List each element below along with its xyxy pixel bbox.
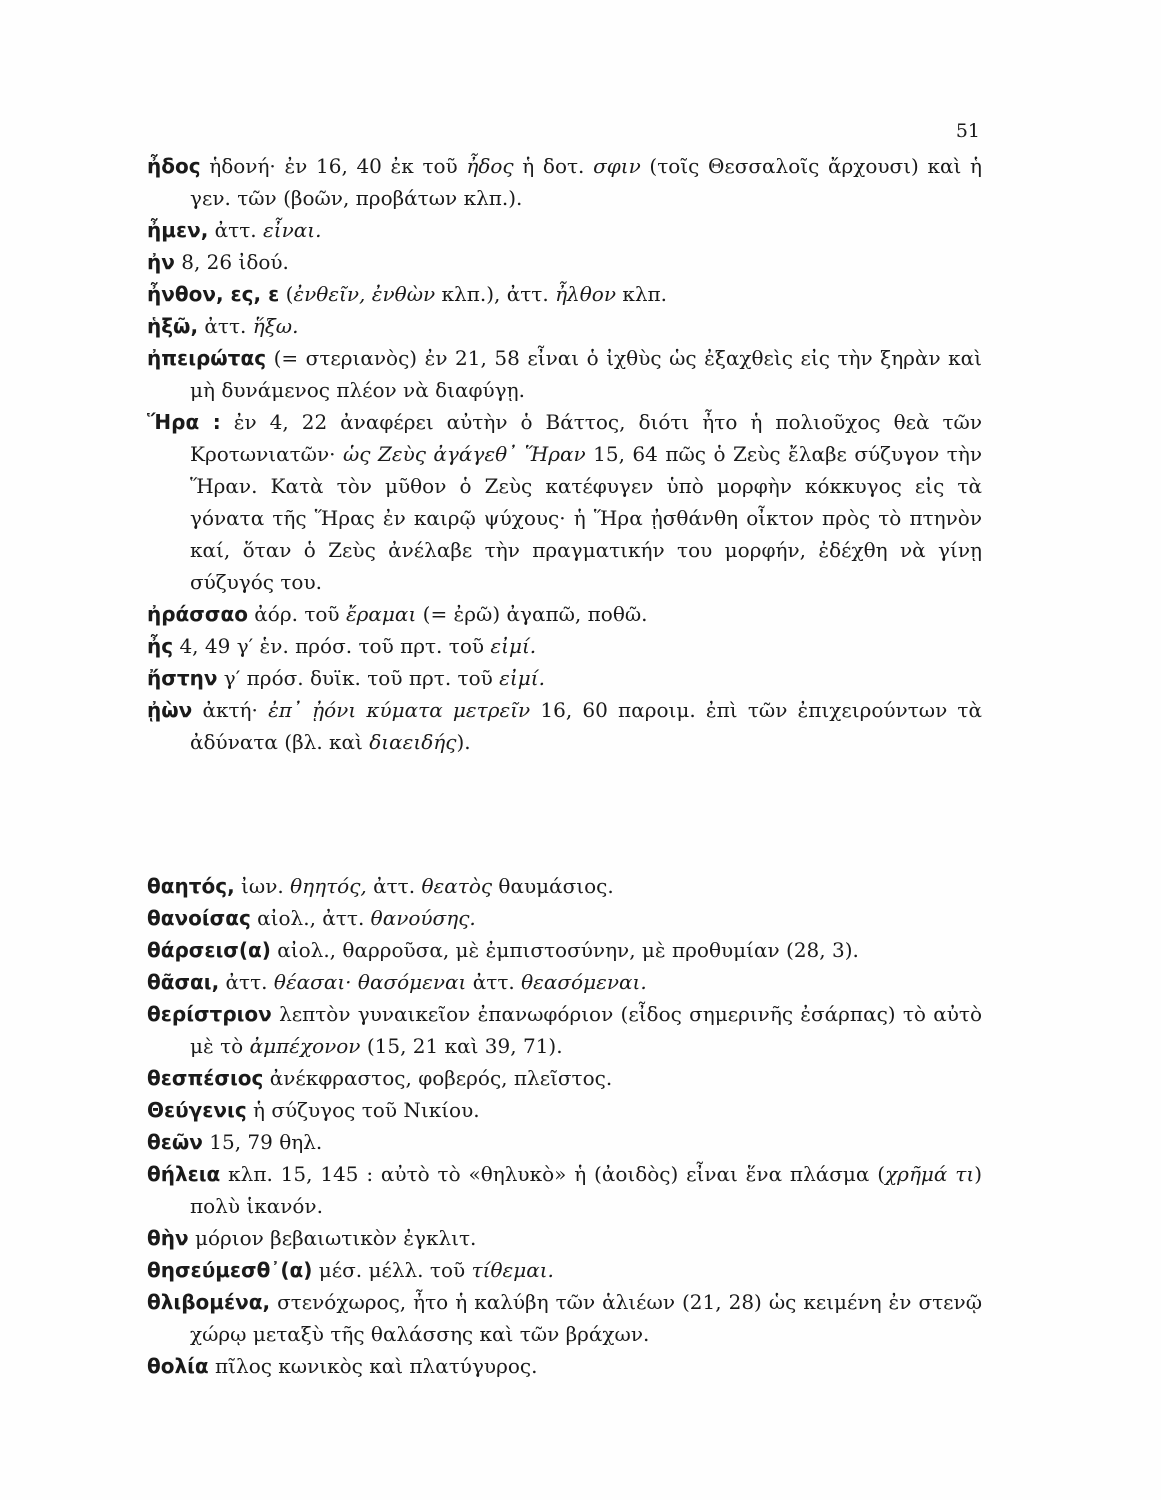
section-theta <box>147 870 982 1382</box>
entry-italic: διαειδής <box>369 730 457 754</box>
entry-italic: ἦδος <box>466 154 514 178</box>
entry-definition: ἀττ. <box>466 970 522 994</box>
entry-definition: 15, 79 θηλ. <box>202 1130 323 1154</box>
entry-headword: θᾶσαι, <box>147 970 220 994</box>
entry-italic: χρῆμά τι <box>885 1162 975 1186</box>
dictionary-entry <box>147 598 982 630</box>
dictionary-entry <box>147 1158 982 1222</box>
entry-italic: εἰμί. <box>490 634 537 658</box>
entry-definition: ἡ δοτ. <box>513 154 594 178</box>
entry-definition: κλπ. <box>615 282 668 306</box>
entry-headword: θανοίσας <box>147 906 251 930</box>
entry-italic: ἥξω. <box>252 314 299 338</box>
entry-definition: 15, 64 πῶς ὁ Ζεὺς ἔλαβε σύζυγον τὴν Ἥραν. Κατὰ τὸν μῦθον ὁ Ζεὺς κατέφυγεν ὑπὸ μορφὴν κόκκυγος εἰς τὰ γόνατα τῆς Ἥρας ἐν καιρῷ ψύχους· ἡ Ἥρα ᾐσθάνθη οἶκτον πρὸς τὸ πτηνὸν καί, ὅταν ὁ Ζεὺς ἀνέλαβε τὴν πραγματικήν του μορφήν, ἐδέχθη νὰ γίνῃ σύζυγός του. <box>190 442 982 594</box>
entry-italic: σφιν <box>593 154 641 178</box>
entry-definition: στενόχωρος, ἦτο ἡ καλύβη τῶν ἁλιέων (21, 28) ὡς κειμένη ἐν στενῷ χώρῳ μεταξὺ τῆς θαλάσσης καὶ τῶν βράχων. <box>190 1290 982 1346</box>
entry-definition: (= στεριανὸς) ἐν 21, 58 εἶναι ὁ ἰχθὺς ὡς ἐξαχθεὶς εἰς τὴν ξηρὰν καὶ μὴ δυνάμενος πλέον νὰ διαφύγῃ. <box>190 346 982 402</box>
entry-definition: ἀττ. <box>366 874 422 898</box>
entry-definition: πῖλος κωνικὸς καὶ πλατύγυρος. <box>208 1354 538 1378</box>
entry-italic: ἦλθον <box>555 282 616 306</box>
entry-headword: ἠράσσαο <box>147 602 248 626</box>
entry-definition: ἀόρ. τοῦ <box>247 602 346 626</box>
dictionary-entry <box>147 1254 982 1286</box>
entry-definition: 8, 26 ἰδού. <box>174 250 289 274</box>
dictionary-entry <box>147 694 982 758</box>
entry-italic: ἐπ᾽ ᾐόνι κύματα μετρεῖν <box>268 698 531 722</box>
entry-definition: ἀκτή· <box>192 698 269 722</box>
entry-headword: ἦμεν, <box>147 218 209 242</box>
entry-italic: ἐνθεῖν, ἐνθὼν <box>293 282 436 306</box>
dictionary-entry <box>147 870 982 902</box>
entry-italic: θεατὸς <box>421 874 493 898</box>
dictionary-entry <box>147 1286 982 1350</box>
entry-headword: θερίστριον <box>147 1002 272 1026</box>
entry-definition: ἐν 4, 22 ἀναφέρει αὐτὴν ὁ Βάττος, διότι ἦτο ἡ πολιοῦχος θεὰ τῶν Κροτωνιατῶν· <box>190 410 983 466</box>
page-number: 51 <box>955 120 980 142</box>
entry-definition: ἡ σύζυγος τοῦ Νικίου. <box>246 1098 480 1122</box>
entry-headword: ἦνθον, ες, ε <box>147 282 280 306</box>
entry-headword: ἠπειρώτας <box>147 346 267 370</box>
dictionary-entry <box>147 902 982 934</box>
entry-definition: (= ἐρῶ) ἀγαπῶ, ποθῶ. <box>416 602 648 626</box>
entry-definition: ἀττ. <box>208 218 264 242</box>
entry-italic: ὡς Ζεὺς ἀγάγεθ᾽ Ἥραν <box>342 442 586 466</box>
entry-definition: ). <box>456 730 471 754</box>
entry-italic: θέασαι· θασόμεναι <box>273 970 467 994</box>
dictionary-entry <box>147 1350 982 1382</box>
entry-headword: θαητός, <box>147 874 235 898</box>
entry-headword: ἡξῶ, <box>147 314 199 338</box>
dictionary-entry <box>147 1126 982 1158</box>
dictionary-entry <box>147 1094 982 1126</box>
dictionary-entry <box>147 342 982 406</box>
dictionary-entry <box>147 214 982 246</box>
entry-italic: εἶναι. <box>263 218 322 242</box>
entry-definition: ἀττ. <box>219 970 274 994</box>
entry-definition: 16, 60 παροιμ. ἐπὶ τῶν ἐπιχειρούντων τὰ ἀδύνατα (βλ. καὶ <box>190 698 983 754</box>
entry-headword: ἦς <box>147 634 174 658</box>
entry-definition: κλπ. 15, 145 : αὐτὸ τὸ «θηλυκὸ» ἡ (ἀοιδὸς) εἶναι ἕνα πλάσμα ( <box>220 1162 886 1186</box>
dictionary-entry <box>147 630 982 662</box>
dictionary-entry <box>147 278 982 310</box>
entry-headword: ἠν <box>147 250 175 274</box>
entry-definition: ἰων. <box>234 874 291 898</box>
entry-headword: θὴν <box>147 1226 189 1250</box>
section-eta <box>147 150 982 758</box>
entry-headword: θησεύμεσθ᾽(α) <box>147 1258 313 1282</box>
dictionary-entry <box>147 662 982 694</box>
entry-italic: θηητός, <box>290 874 367 898</box>
dictionary-entry <box>147 998 982 1062</box>
entry-italic: εἰμί. <box>499 666 545 690</box>
entry-italic: θανούσης. <box>370 906 476 930</box>
dictionary-entry <box>147 406 982 598</box>
entry-definition: ( <box>279 282 294 306</box>
entry-headword: ᾐὼν <box>147 698 193 722</box>
entry-headword: θάρσεισ(α) <box>147 938 271 962</box>
entry-italic: τίθεμαι. <box>471 1258 554 1282</box>
dictionary-entry <box>147 1062 982 1094</box>
entry-italic: ἔραμαι <box>345 602 417 626</box>
entry-headword: θεῶν <box>147 1130 203 1154</box>
dictionary-entry <box>147 246 982 278</box>
entry-definition: (τοῖς Θεσσαλοῖς ἄρχουσι) καὶ ἡ γεν. τῶν (βοῶν, προβάτων κλπ.). <box>190 154 982 210</box>
entry-headword: θολία <box>147 1354 209 1378</box>
entry-definition: ἀττ. <box>198 314 253 338</box>
entry-headword: θήλεια <box>147 1162 221 1186</box>
dictionary-entry <box>147 966 982 998</box>
entry-definition: (15, 21 καὶ 39, 71). <box>360 1034 563 1058</box>
entry-definition: μέσ. μέλλ. τοῦ <box>312 1258 472 1282</box>
entry-definition: αἰολ., θαρροῦσα, μὲ ἐμπιστοσύνην, μὲ προθυμίαν (28, 3). <box>270 938 859 962</box>
entry-definition: ἡδονή· ἐν 16, 40 ἐκ τοῦ <box>200 154 467 178</box>
entry-definition: κλπ.), ἀττ. <box>435 282 556 306</box>
entry-definition: ἀνέκφραστος, φοβερός, πλεῖστος. <box>263 1066 613 1090</box>
entry-headword: ἦδος <box>147 154 201 178</box>
entry-definition: λεπτὸν γυναικεῖον ἐπανωφόριον (εἶδος σημερινῆς ἐσάρπας) τὸ αὐτὸ μὲ τὸ <box>190 1002 982 1058</box>
entry-headword: ἤστην <box>147 666 218 690</box>
dictionary-entry <box>147 1222 982 1254</box>
entry-headword: θεσπέσιος <box>147 1066 264 1090</box>
entry-definition: αἰολ., ἀττ. <box>250 906 371 930</box>
entry-definition: 4, 49 γ′ ἑν. πρόσ. τοῦ πρτ. τοῦ <box>173 634 491 658</box>
entry-headword: Θεύγενις <box>147 1098 247 1122</box>
entry-headword: Ἥρα : <box>147 410 221 434</box>
entry-definition: γ′ πρόσ. δυϊκ. τοῦ πρτ. τοῦ <box>217 666 500 690</box>
entry-italic: ἀμπέχονον <box>249 1034 361 1058</box>
entry-italic: θεασόμεναι. <box>521 970 647 994</box>
dictionary-entry <box>147 934 982 966</box>
dictionary-entry <box>147 310 982 342</box>
entry-definition: θαυμάσιος. <box>492 874 614 898</box>
entry-definition: ) πολὺ ἱκανόν. <box>190 1162 982 1218</box>
entry-definition: μόριον βεβαιωτικὸν ἐγκλιτ. <box>188 1226 477 1250</box>
dictionary-entry <box>147 150 982 214</box>
entry-headword: θλιβομένα, <box>147 1290 271 1314</box>
